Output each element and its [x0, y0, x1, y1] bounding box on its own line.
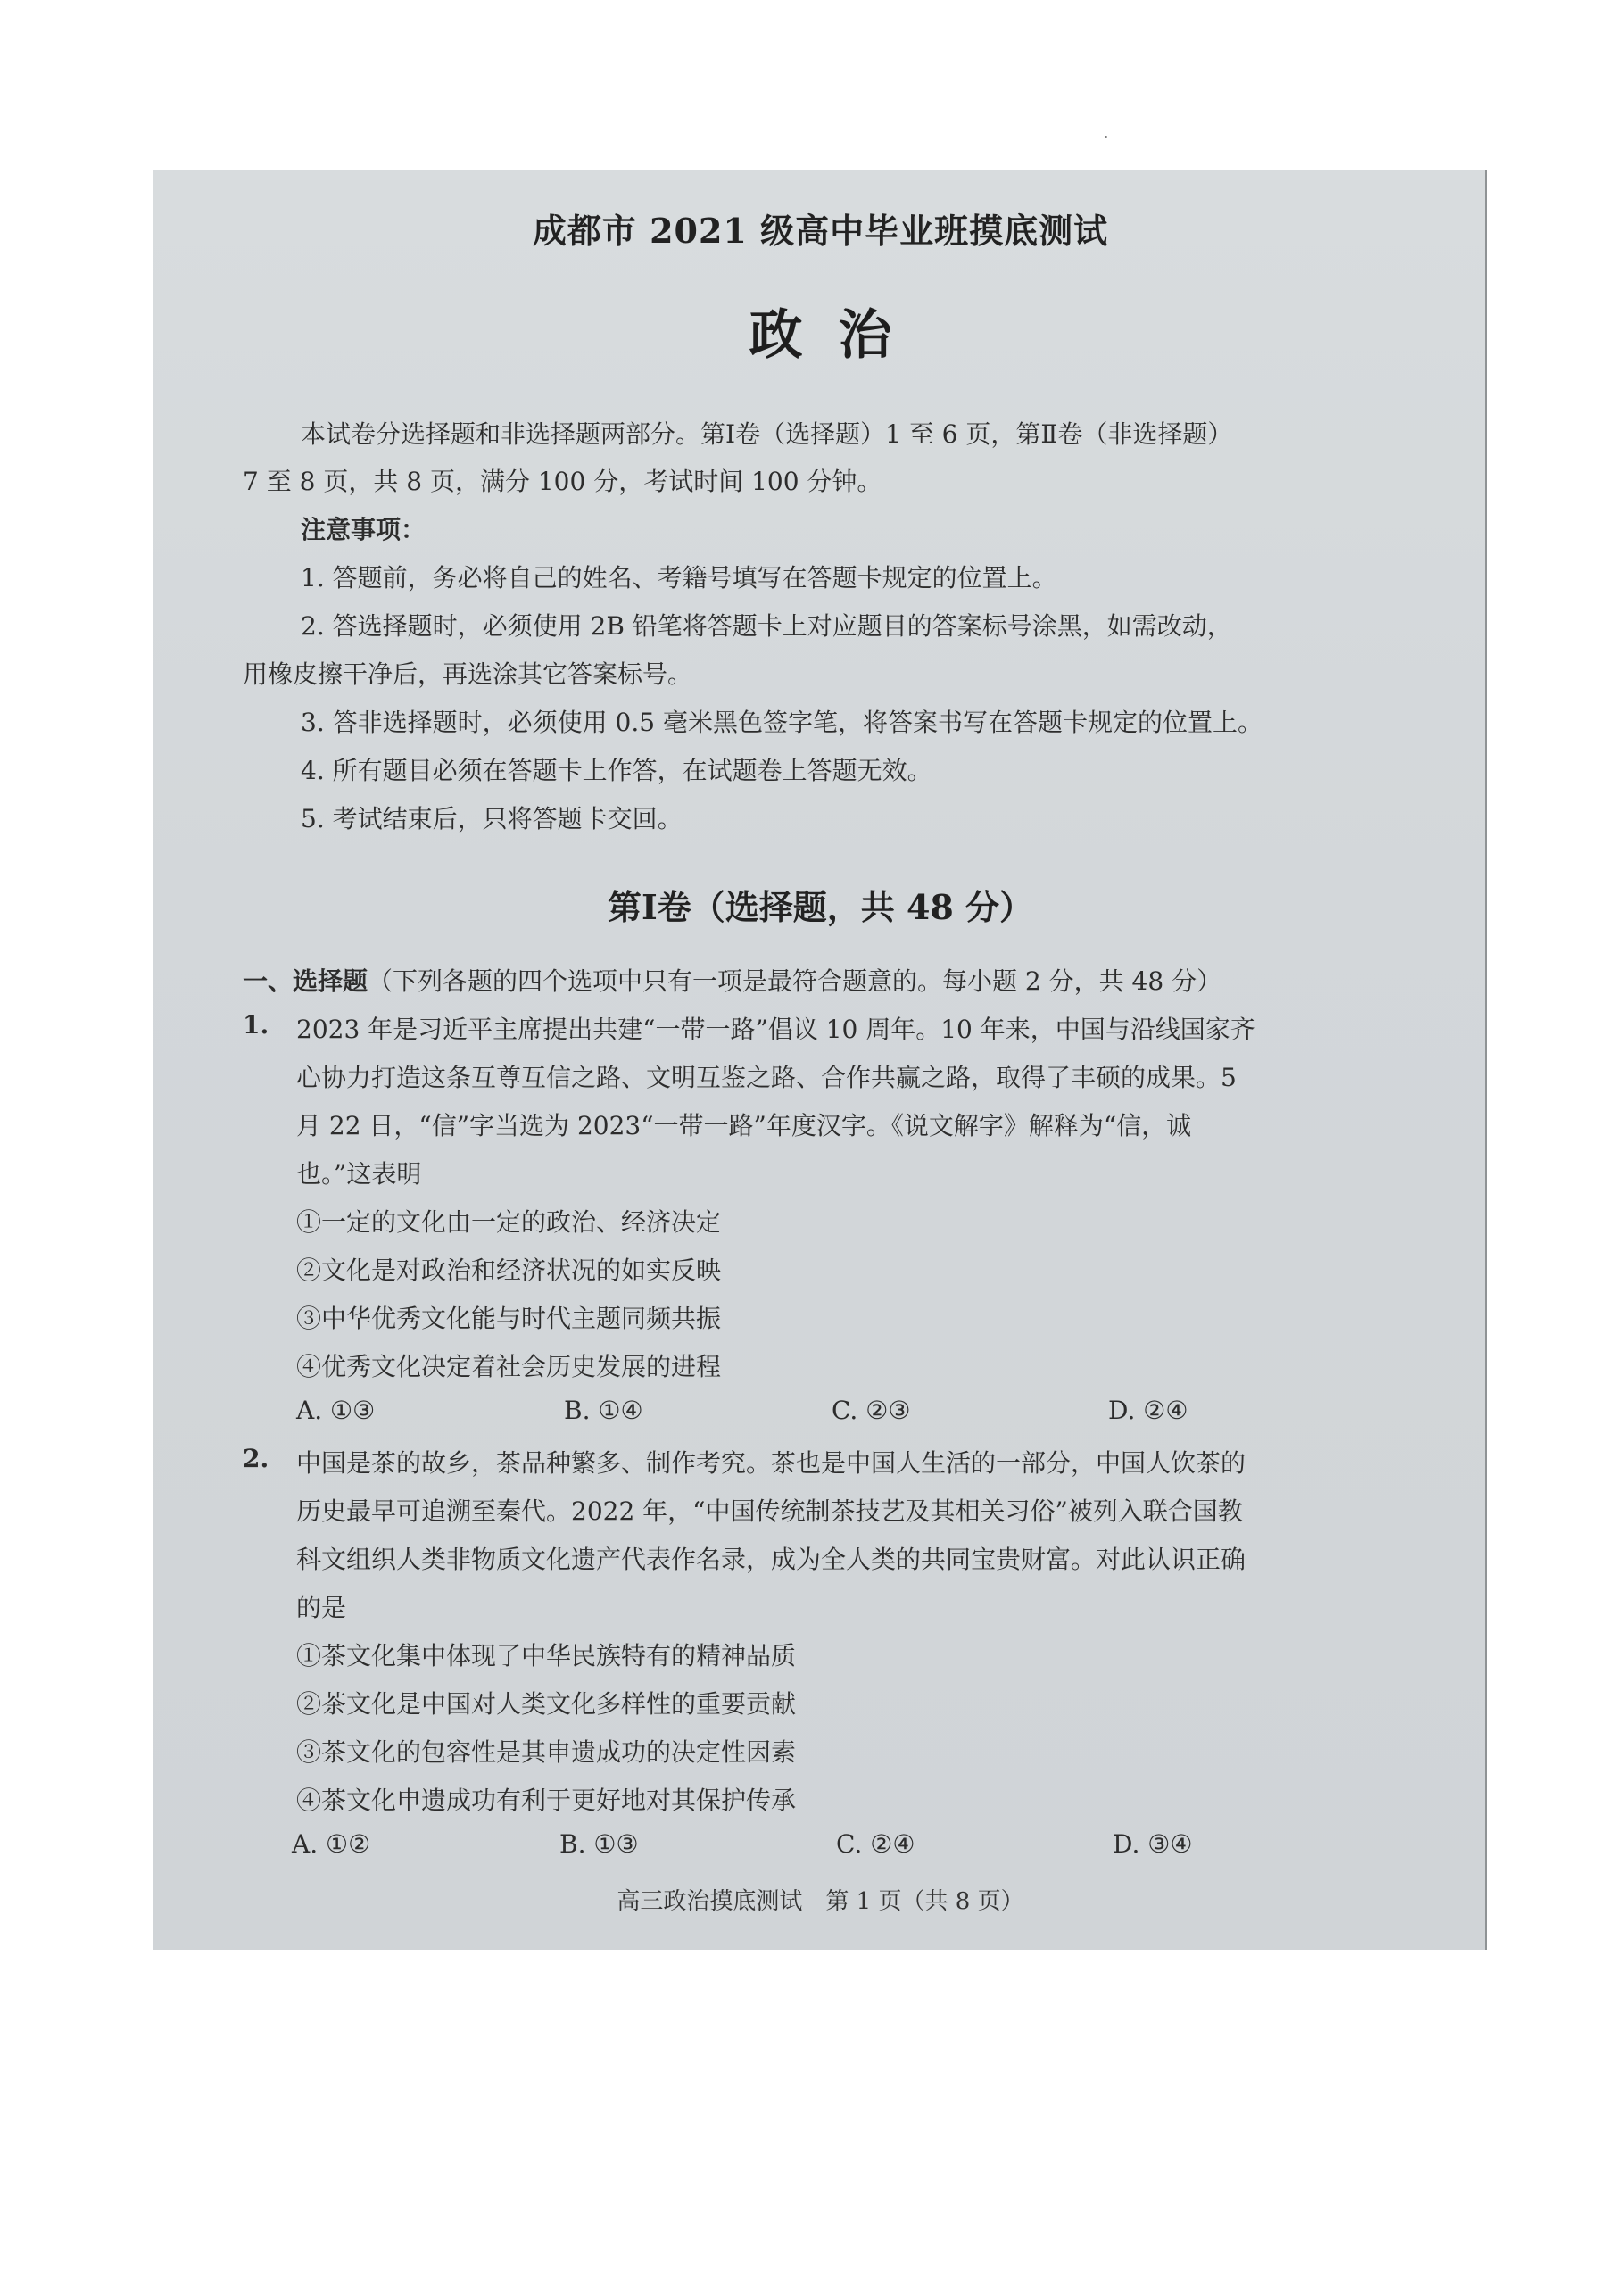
section-title: 第Ⅰ卷（选择题，共 48 分） [607, 887, 1034, 927]
statement: ④优秀文化决定着社会历史发展的进程 [296, 1352, 722, 1381]
statement: ②文化是对政治和经济状况的如实反映 [296, 1256, 722, 1285]
statement: ③茶文化的包容性是其申遗成功的决定性因素 [296, 1737, 797, 1767]
option-b: B. ①④ [564, 1396, 643, 1425]
section-instruction-text: （下列各题的四个选项中只有一项是最符合题意的。每小题 2 分，共 48 分） [368, 966, 1222, 996]
option-c: C. ②③ [832, 1396, 911, 1425]
question-number: 2. [243, 1444, 269, 1473]
note-item: 3. 答非选择题时，必须使用 0.5 毫米黑色签字笔，将答案书写在答题卡规定的位置上。 [301, 708, 1263, 737]
option-c: C. ②④ [836, 1829, 915, 1859]
intro-line-2: 7 至 8 页，共 8 页，满分 100 分，考试时间 100 分钟。 [243, 467, 882, 496]
question-stem-line: 2023 年是习近平主席提出共建“一带一路”倡议 10 周年。10 年来，中国与沿线国家齐 [296, 1015, 1255, 1044]
option-d: D. ②④ [1108, 1396, 1188, 1425]
question-number: 1. [243, 1010, 269, 1040]
question-stem-line: 的是 [296, 1593, 347, 1622]
question-stem-line: 月 22 日，“信”字当选为 2023“一带一路”年度汉字。《说文解字》解释为“信，诚 [296, 1111, 1192, 1140]
exam-page [153, 170, 1487, 1950]
option-b: B. ①③ [559, 1829, 639, 1859]
exam-title: 成都市 2021 级高中毕业班摸底测试 [532, 211, 1109, 251]
question-stem-line: 心协力打造这条互尊互信之路、文明互鉴之路、合作共赢之路，取得了丰硕的成果。5 [296, 1063, 1237, 1092]
option-a: A. ①② [292, 1829, 371, 1859]
question-stem-line: 历史最早可追溯至秦代。2022 年，“中国传统制茶技艺及其相关习俗”被列入联合国教 [296, 1496, 1243, 1526]
option-a: A. ①③ [296, 1396, 376, 1425]
question-stem-line: 中国是茶的故乡，茶品种繁多、制作考究。茶也是中国人生活的一部分，中国人饮茶的 [296, 1448, 1246, 1478]
statement: ③中华优秀文化能与时代主题同频共振 [296, 1304, 722, 1333]
section-instruction [243, 962, 1221, 998]
statement: ②茶文化是中国对人类文化多样性的重要贡献 [296, 1689, 797, 1719]
note-item: 1. 答题前，务必将自己的姓名、考籍号填写在答题卡规定的位置上。 [301, 563, 1057, 593]
note-item-continued: 用橡皮擦干净后，再选涂其它答案标号。 [243, 659, 693, 689]
note-item: 4. 所有题目必须在答题卡上作答，在试题卷上答题无效。 [301, 756, 932, 785]
scan-speck [1105, 136, 1107, 138]
subject-title: 政治 [749, 304, 928, 367]
note-item: 2. 答选择题时，必须使用 2B 铅笔将答题卡上对应题目的答案标号涂黑，如需改动， [301, 611, 1232, 641]
statement: ④茶文化申遗成功有利于更好地对其保护传承 [296, 1786, 797, 1815]
statement: ①茶文化集中体现了中华民族特有的精神品质 [296, 1641, 797, 1670]
option-d: D. ③④ [1113, 1829, 1193, 1859]
page-footer: 高三政治摸底测试 第 1 页（共 8 页） [617, 1888, 1024, 1915]
section-instruction-label: 一、选择题 [243, 966, 368, 996]
note-item: 5. 考试结束后，只将答题卡交回。 [301, 804, 683, 833]
question-stem-line: 也。”这表明 [296, 1159, 422, 1189]
intro-line-1: 本试卷分选择题和非选择题两部分。第Ⅰ卷（选择题）1 至 6 页，第Ⅱ卷（非选择题） [301, 419, 1233, 449]
statement: ①一定的文化由一定的政治、经济决定 [296, 1207, 722, 1237]
notes-heading: 注意事项： [301, 515, 426, 544]
question-stem-line: 科文组织人类非物质文化遗产代表作名录，成为全人类的共同宝贵财富。对此认识正确 [296, 1545, 1246, 1574]
